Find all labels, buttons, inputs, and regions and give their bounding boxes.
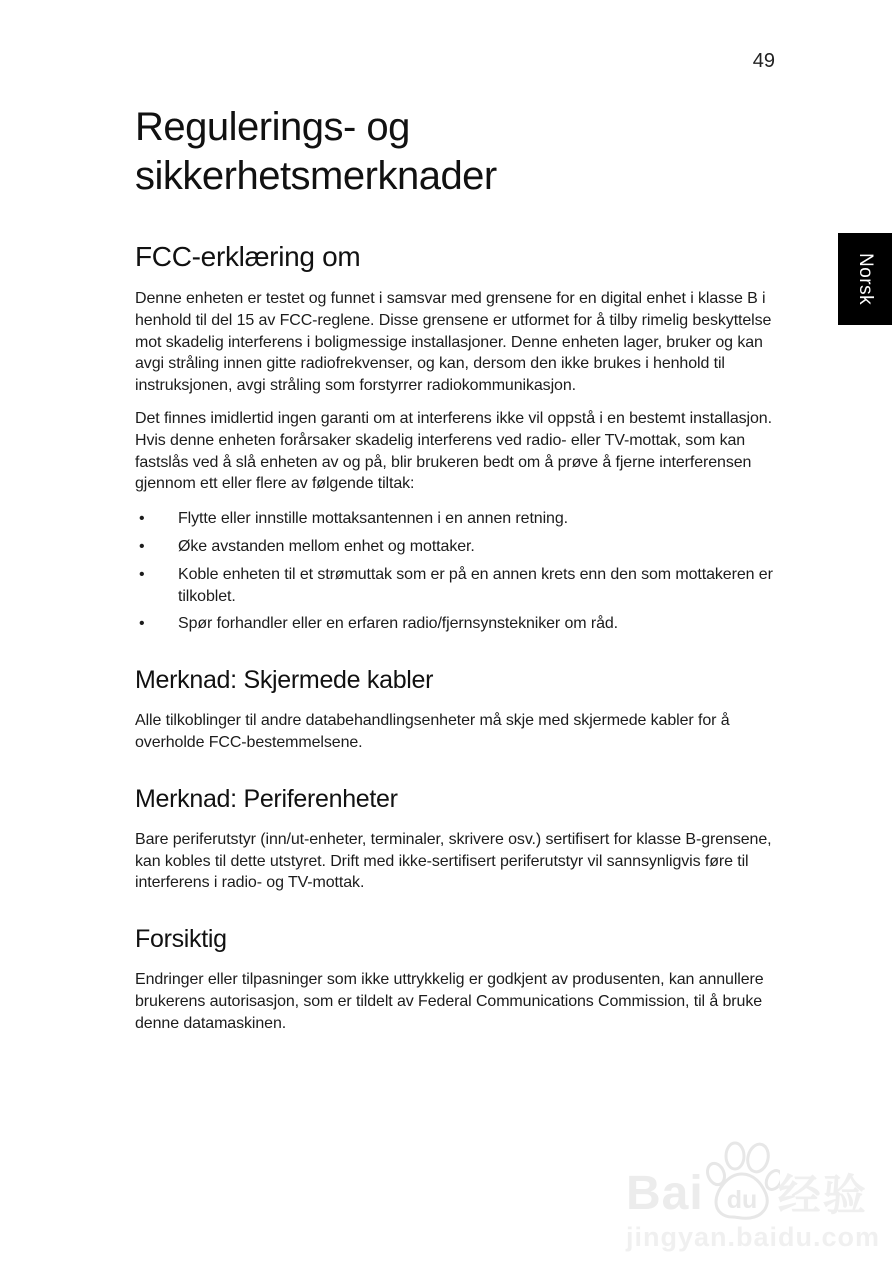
caution-paragraph: Endringer eller tilpasninger som ikke uttrykkelig er godkjent av produsenten, kan annullere brukerens autorisasjon, som er tildelt av Federal Communications Commission, til å bruke denne datamaskinen. — [135, 971, 764, 1032]
list-item — [135, 564, 775, 608]
peripherals-heading: Merknad: Periferenheter — [135, 784, 398, 813]
baidu-watermark — [626, 1140, 892, 1253]
fcc-bullet-list — [135, 508, 775, 635]
page-title — [135, 103, 775, 201]
language-side-tab — [838, 233, 892, 325]
fcc-paragraph-2: Det finnes imidlertid ingen garanti om at interferens ikke vil oppstå i en bestemt installasjon. Hvis denne enheten forårsaker skadelig interferens ved radio- eller TV-mottak, som kan fastslås ved å slå enheten av og på, blir brukeren bedt om å prøve å fjerne interferensen gjennom ett eller flere av følgende tiltak: — [135, 409, 772, 493]
fcc-paragraph-1: Denne enheten er testet og funnet i samsvar med grensene for en digital enhet i klasse B i henhold til del 15 av FCC-reglene. Disse grensene er utformet for å tilby rimelig beskyttelse mot skadelig interferens i boligmessige installasjoner. Denne enheten lager, bruker og kan avgi stråling innen gitte radiofrekvenser, og kan, dersom den ikke brukes i henhold til instruksjonen, avgi stråling som forstyrrer radiokommunikasjon. — [135, 290, 772, 395]
bullet-icon — [135, 613, 178, 635]
section-peripherals — [135, 785, 775, 894]
bullet-text: Øke avstanden mellom enhet og mottaker. — [178, 537, 475, 555]
bullet-text: Flytte eller innstille mottaksantennen i en annen retning. — [178, 510, 568, 528]
list-item — [135, 536, 775, 558]
content-column — [135, 0, 775, 1035]
shielded-cables-heading: Merknad: Skjermede kabler — [135, 666, 434, 695]
page-number: 49 — [752, 50, 775, 72]
section-shielded-cables — [135, 666, 775, 754]
section-fcc — [135, 241, 775, 635]
baidu-watermark-du: du — [726, 1186, 757, 1214]
bullet-icon — [135, 508, 178, 530]
bullet-text: Koble enheten til et strømuttak som er på en annen krets enn den som mottakeren er tilkoblet. — [178, 565, 773, 605]
bullet-icon — [135, 536, 178, 558]
baidu-watermark-cn: 经验 — [777, 1172, 868, 1220]
baidu-watermark-url: jingyan.baidu.com — [626, 1222, 881, 1252]
section-caution — [135, 925, 775, 1034]
bullet-icon — [135, 564, 178, 608]
fcc-heading: FCC-erklæring om — [135, 241, 361, 272]
page-title-line1: Regulerings- og — [135, 105, 410, 149]
baidu-watermark-bai: Bai — [626, 1167, 704, 1220]
shielded-cables-paragraph: Alle tilkoblinger til andre databehandlingsenheter må skje med skjermede kabler for å overholde FCC-bestemmelsene. — [135, 712, 730, 751]
caution-heading: Forsiktig — [135, 925, 227, 954]
page-title-line2: sikkerhetsmerknader — [135, 154, 497, 198]
language-side-tab-label: Norsk — [855, 252, 876, 306]
list-item — [135, 613, 775, 635]
baidu-paw-icon — [702, 1140, 780, 1222]
baidu-watermark-brand — [626, 1140, 892, 1218]
bullet-text: Spør forhandler eller en erfaren radio/fjernsynstekniker om råd. — [178, 615, 619, 633]
peripherals-paragraph: Bare periferutstyr (inn/ut-enheter, terminaler, skrivere osv.) sertifisert for klasse B-grensene, kan kobles til dette utstyret. Drift med ikke-sertifisert periferutstyr vil sannsynligvis føre til interferens i radio- og TV-mottak. — [135, 830, 772, 892]
list-item — [135, 508, 775, 530]
